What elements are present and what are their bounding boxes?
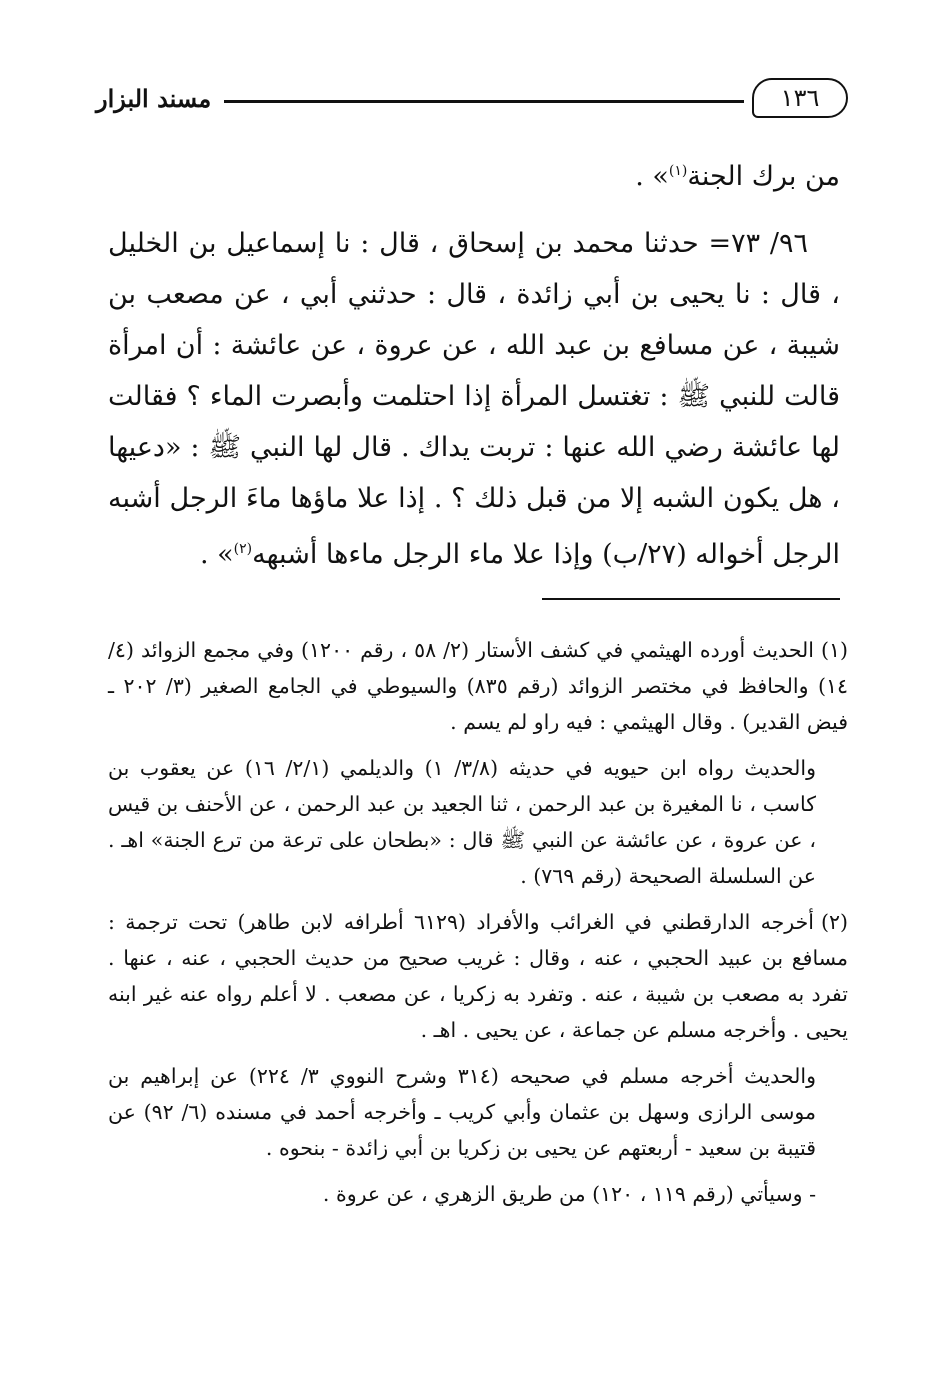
footnote-1-text: الحديث أورده الهيثمي في كشف الأستار (٢/ ٥٨ ، رقم ١٢٠٠) وفي مجمع الزوائد (٤/ ١٤) والحافظ في مختصر الزوائد (رقم ٨٣٥) والسيوطي في الجامع الصغير (٣/ ٢٠٢ ـ فيض القدير) . وقال الهيثمي : فيه راو لم يسم . [108, 638, 848, 734]
continuation-text: من برك الجنة [687, 161, 840, 192]
footnote-1-extra: والحديث رواه ابن حيويه في حديثه (٣/٨/ ١) والديلمي (٢/١/ ١٦) عن يعقوب بن كاسب ، نا المغيرة بن عبد الرحمن ، ثنا الجعيد بن عبد الرحمن ، عن الأحنف بن قيس ، عن عروة ، عن عائشة عن النبي ﷺ قال : «بطحان على ترعة من ترع الجنة» اهـ . عن السلسلة الصحيحة (رقم ٧٦٩) . [108, 756, 816, 888]
book-title: مسند البزار [96, 84, 212, 113]
footnote-2-extra: والحديث أخرجه مسلم في صحيحه (٣١٤ وشرح النووي ٣/ ٢٢٤) عن إبراهيم بن موسى الرازى وسهل بن عثمان وأبي كريب ـ وأخرجه أحمد في مسنده (٦/ ٩٢) عن قتيبة بن سعيد - أربعتهم عن يحيى بن زكريا بن أبي زائدة - بنحوه . [108, 1064, 816, 1160]
main-text [108, 146, 840, 580]
footnote-2 [108, 904, 848, 1048]
footnote-ref-2: (٢) [233, 541, 253, 557]
footnotes [108, 632, 848, 1222]
footnote-separator [542, 598, 840, 600]
continuation-line [108, 146, 840, 202]
footnote-1-marker: (١) [820, 638, 848, 662]
page-number-text: ١٣٦ [780, 84, 820, 112]
header-rule [224, 100, 744, 103]
hadith-tail: » . [199, 539, 234, 570]
hadith-text: ٩٦/ ٧٣= حدثنا محمد بن إسحاق ، قال : نا إسماعيل بن الخليل ، قال : نا يحيى بن أبي زائدة ، قال : حدثني أبي ، عن مصعب بن شيبة ، عن مسافع بن عبد الله ، عن عروة ، عن عائشة : أن امرأة قالت للنبي ﷺ : تغتسل المرأة إذا احتلمت وأبصرت الماء ؟ فقالت لها عائشة رضي الله عنها : تربت يداك . قال لها النبي ﷺ : «دعيها ، هل يكون الشبه إلا من قبل ذلك ؟ . إذا علا ماؤها ماءَ الرجل أشبه الرجل أخواله (٢٧/ب) وإذا علا ماء الرجل ماءها أشبهه [108, 228, 840, 570]
footnote-2-marker: (٢) [820, 910, 848, 934]
footnote-1 [108, 632, 848, 740]
footnote-ref-1: (١) [668, 163, 688, 179]
continuation-tail: » . [635, 161, 669, 192]
hadith-paragraph [108, 218, 840, 580]
footnote-2-last: - وسيأتي (رقم ١١٩ ، ١٢٠) من طريق الزهري ، عن عروة . [322, 1182, 816, 1206]
page-number [752, 78, 848, 118]
footnote-2-text: أخرجه الدارقطني في الغرائب والأفراد (٦١٢٩ أطرافه لابن طاهر) تحت ترجمة : مسافع بن عبيد الحجبي ، عنه ، وقال : غريب صحيح من حديث الحجبي ، عنه ، عنها . تفرد به مصعب بن شيبة ، عنه . وتفرد به زكريا ، عن مصعب . لا أعلم رواه عنه غير ابنه يحيى . وأخرجه مسلم عن جماعة ، عن يحيى . اهـ . [108, 910, 848, 1042]
page-header [96, 74, 848, 122]
